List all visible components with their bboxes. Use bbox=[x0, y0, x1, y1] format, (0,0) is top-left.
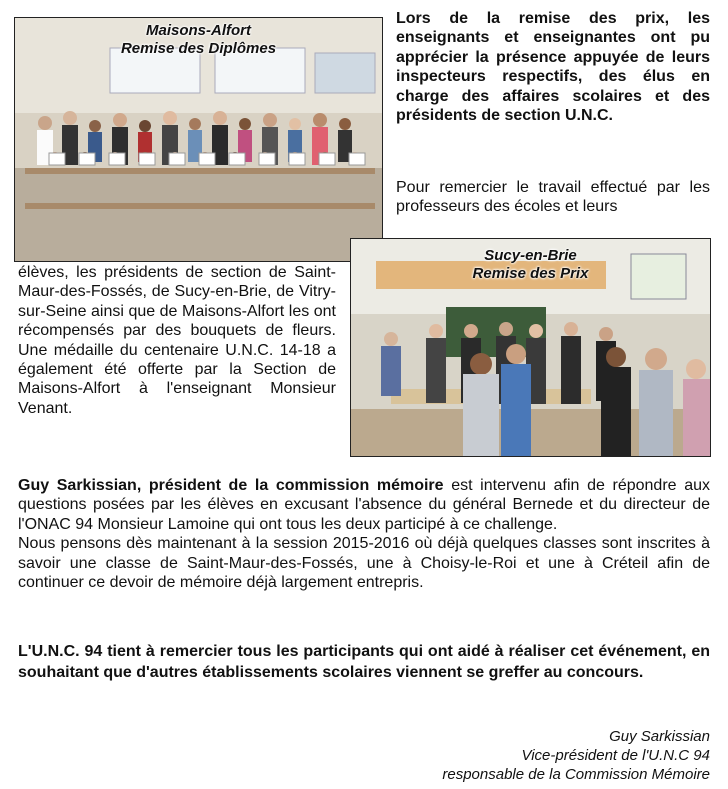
paragraph-remerciement-part2: élèves, les présidents de section de Saint-Maur-des-Fossés, de Sucy-en-Brie, de Vitry-sur-Seine ainsi que de Maisons-Alfort les ont récompensés par des bouquets de fleurs. Une médaille du centenaire U.N.C. 14-18 a également été offerte par la Section de Maisons-Alfort à l'enseignant Monsieur Venant. bbox=[18, 264, 336, 417]
caption-line-1: Maisons-Alfort bbox=[146, 22, 251, 39]
caption-line-1: Sucy-en-Brie bbox=[484, 247, 577, 264]
paragraph-session-2015-2016: Nous pensons dès maintenant à la session 2015-2016 où déjà quelques classes sont inscrites à savoir une classe de Saint-Maur-des-Fossés, une à Choisy-le-Roi et une à Créteil afin de continuer ce devoir de mémoire déjà largement entrepris. bbox=[18, 535, 710, 592]
signature-role: responsable de la Commission Mémoire bbox=[442, 766, 710, 783]
paragraph-commission-memoire bbox=[18, 476, 710, 592]
photo-maisons-alfort bbox=[14, 17, 383, 262]
caption-line-2: Remise des Prix bbox=[472, 265, 589, 282]
commission-text: est intervenu afin de répondre aux questions posées par les élèves en excusant l'absence du général Bernede et du directeur de l'ONAC 94 Monsieur Lamoine qui ont tous les deux participé à ce challenge. bbox=[18, 477, 710, 533]
signature-title: Vice-président de l'U.N.C 94 bbox=[521, 747, 710, 764]
paragraph-remerciements-unc: L'U.N.C. 94 tient à remercier tous les participants qui ont aidé à réaliser cet événement, en souhaitant que d'autres établissements scolaires viennent se greffer au concours. bbox=[18, 643, 710, 681]
signature-block bbox=[310, 727, 710, 784]
paragraph-remise-des-prix: Lors de la remise des prix, les enseignants et enseignantes ont pu apprécier la présence appuyée de leurs inspecteurs respectifs, des élus en charge des affaires scolaires et des présidents de section U.N.C. bbox=[396, 10, 710, 125]
commission-president-name: Guy Sarkissian, président de la commission mémoire bbox=[18, 477, 444, 494]
photo-sucy-en-brie bbox=[350, 238, 711, 457]
caption-line-2: Remise des Diplômes bbox=[120, 40, 277, 57]
photo-caption-sucy-en-brie bbox=[351, 247, 710, 283]
paragraph-remerciement-part1: Pour remercier le travail effectué par les professeurs des écoles et leurs bbox=[396, 179, 710, 216]
photo-caption-maisons-alfort bbox=[15, 22, 382, 58]
signature-name: Guy Sarkissian bbox=[609, 728, 710, 745]
